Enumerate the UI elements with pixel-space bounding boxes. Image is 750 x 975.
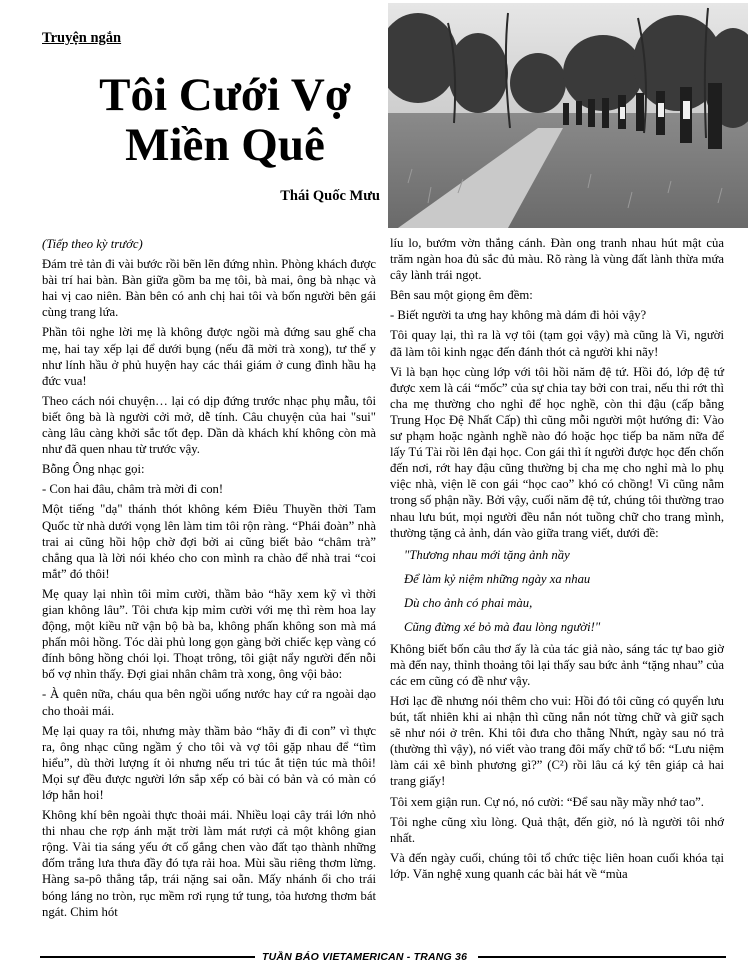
poem-line: Cũng đừng xé bỏ mà đau lòng người!" xyxy=(404,619,601,634)
paragraph: líu lo, bướm vờn thắng cánh. Đàn ong tranh nhau hút mật của trăm ngàn hoa đủ sắc đủ màu. Rõ ràng là vùng đất lành thừa mứa cây lành trái ngọt. xyxy=(390,236,724,283)
paragraph: Vi là bạn học cùng lớp với tôi hồi năm đệ tứ. Hồi đó, lớp đệ tứ được xem là cái “mốc” của sự chia tay bởi con trai, nếu thi rớt thì cha mẹ thường cho nghỉ để học nghề, còn thi đậu (cấp bằng Trung Học Đệ Nhất Cấp) thì cũng mỗi người một hướng đi: Vào sư phạm hoặc ngành nghề nào đó hoặc học tiếp ba năm nữa để lấy Tú Tài rồi lên đại học. Con gái thì ít người được học đến chốn đến nơi, rớt hay đậu cũng thường bị cha mẹ cho nghỉ mà lo phụ việc nhà, viện lẽ con gái “học cao” khó có chồng! Vi cũng nằm trong số phận nầy. Bởi vậy, cuối năm đệ tứ, chúng tôi thường trao nhau lưu bút, mọi người đều nắn nót tuồng chữ cho trang mình, thường tặng cả ảnh, dán vào giữa trang viết, dưới đề: xyxy=(390,364,724,540)
paragraph: Bên sau một giọng êm đềm: xyxy=(390,288,533,303)
paragraph: Tôi nghe cũng xìu lòng. Quả thật, đến giờ, nó là người tôi nhớ nhất. xyxy=(390,814,724,845)
author-byline: Thái Quốc Mưu xyxy=(280,188,380,204)
footer-rule-left xyxy=(40,956,255,958)
article-column-2 xyxy=(390,235,724,886)
page-footer: TUẦN BÁO VIETAMERICAN - TRANG 36 xyxy=(262,951,468,963)
paragraph: Và đến ngày cuối, chúng tôi tổ chức tiệc liên hoan cuối khóa tại lớp. Văn nghệ xung quanh các bài hát về “mùa xyxy=(390,850,724,881)
paragraph: - Biết người ta ưng hay không mà dám đi hỏi vậy? xyxy=(390,308,647,323)
paragraph: - À quên nữa, cháu qua bên ngồi uống nước hay cứ ra ngoài dạo cho thoải mái. xyxy=(42,687,376,718)
poem-line: "Thương nhau mới tặng ảnh nầy xyxy=(404,547,570,562)
section-label: Truyện ngắn xyxy=(42,30,122,46)
wedding-procession-photo xyxy=(388,3,748,228)
article-column-1 xyxy=(42,236,376,924)
paragraph: - Con hai đâu, châm trà mời đi con! xyxy=(42,482,224,497)
article-title xyxy=(60,70,390,171)
paragraph: Mẹ quay lại nhìn tôi mỉm cười, thầm bảo “hãy xem kỹ vì thời gian không lâu”. Tôi chưa kịp mỉm cười với mẹ thì rèm hoa lay động, một kiều nữ vận bộ bà ba, không phấn không son mà má phấn môi hồng. Tóc dài phủ long gọn gàng bởi chiếc kẹp vàng có đính bông hồng chói lọi. Thoạt trông, tôi giật nẩy người đến nỗi bố vợ nhìn thấy. Đợi giai nhân châm trà xong, ông vội bảo: xyxy=(42,586,376,682)
poem-line: Để làm kỷ niệm những ngày xa nhau xyxy=(404,571,591,586)
title-line-2: Miền Quê xyxy=(125,119,325,172)
paragraph: Mẹ lại quay ra tôi, nhưng mày thầm bảo “hãy đi đi con” vì thực ra, ông nhạc cũng ngầm ý cho tôi và vợ tôi gặp nhau để “tìm hiểu”, dù thời lượng ít ỏi nhưng nếu tri túc ắt tiện túc mà thôi! Mọi sự đều được người lớn sắp xếp có bài có bản và có màn có lớp hẳn hoi! xyxy=(42,723,376,802)
paragraph: Bỗng Ông nhạc gọi: xyxy=(42,462,145,477)
paragraph: Không khí bên ngoài thực thoải mái. Nhiều loại cây trái lớn nhỏ thi nhau che rợp ánh mặt trời làm mát rượi cả một không gian rộng. Vài tia sáng yếu ớt cố gắng chen vào đất tạo thành những đốm trắng lưa thưa đầy đó tựa rải hoa. Mùi sầu riêng thơm lừng. Hàng sa-pô thẳng tắp, trái nặng sai oằn. Mấy nhánh ổi cho trái bóng láng no tròn, rục mềm rơi rụng tứ tung, tỏa hương thơm bát ngát. Chim hót xyxy=(42,808,376,919)
paragraph: Đám trẻ tản đi vài bước rồi bẽn lẽn đứng nhìn. Phòng khách được bài trí hai bàn. Bàn giữa gồm ba mẹ tôi, bà mai, ông bà nhạc và hai vị cao niên. Bàn bên có anh chị hai tôi và bốn người bên gái cùng trang lứa. xyxy=(42,257,376,320)
photo-illustration xyxy=(388,3,748,228)
paragraph: Hơi lạc đề nhưng nói thêm cho vui: Hồi đó tôi cũng có quyển lưu bút, tất nhiên khi ai nhận thì cũng nắn nót từng chữ và giữ sạch sẽ như nói ở trên. Khi tôi đưa cho thằng Nhứt, ngày sau nó trả (thường thì vậy), nó viết vào trang đôi mấy chữ tổ bố: “Lưu niệm làm cái xê bình phương gì?” (C²) rồi lâu cá ký tên giáp cả hai trang giấy! xyxy=(390,693,724,789)
footer-rule-right xyxy=(478,956,726,958)
paragraph: Tôi xem giận run. Cự nó, nó cười: “Để sau nầy mầy nhớ tao”. xyxy=(390,794,704,809)
paragraph: Không biết bốn câu thơ ấy là của tác giả nào, sáng tác tự bao giờ mà đến nay, thỉnh thoảng tôi lại thấy sau bức ảnh “tặng nhau” của các em cũng có đề như vậy. xyxy=(390,641,724,688)
paragraph: Phần tôi nghe lời mẹ là không được ngồi mà đứng sau ghế cha mẹ, hai tay xếp lại để dưới bụng (nếu đã mời trà xong), tư thế y như lính hầu ở phủ huyện hay các thái giám ở cung đình hầu hạ đức vua! xyxy=(42,325,376,388)
poem-line: Dù cho ảnh có phai màu, xyxy=(404,595,533,610)
continued-note: (Tiếp theo kỳ trước) xyxy=(42,237,143,251)
paragraph: Một tiếng "dạ" thánh thót không kém Điêu Thuyền thời Tam Quốc từ nhà dưới vọng lên làm tim tôi rộn ràng. “Phái đoàn” nhà trai ai cũng hồi hộp chờ đợi bởi ai cũng biết bảo “châm trà” chẳng qua là lời nói khéo cho con mình ra chào để nhà trai “coi mắt” đó thôi! xyxy=(42,502,376,581)
title-line-1: Tôi Cưới Vợ xyxy=(99,69,351,121)
paragraph: Tôi quay lại, thì ra là vợ tôi (tạm gọi vậy) mà cũng là Vi, người đã làm tôi kinh ngạc đến đánh thót cả người khi nãy! xyxy=(390,328,724,359)
paragraph: Theo cách nói chuyện… lại có dịp đứng trước nhạc phụ mẫu, tôi biết ông bà là người cởi mở, dễ tính. Câu chuyện của hai "sui" càng lâu càng khởi sắc tốt đẹp. Dần dà khách khí không còn mà như đã quen nhau từ trước vậy. xyxy=(42,393,376,457)
